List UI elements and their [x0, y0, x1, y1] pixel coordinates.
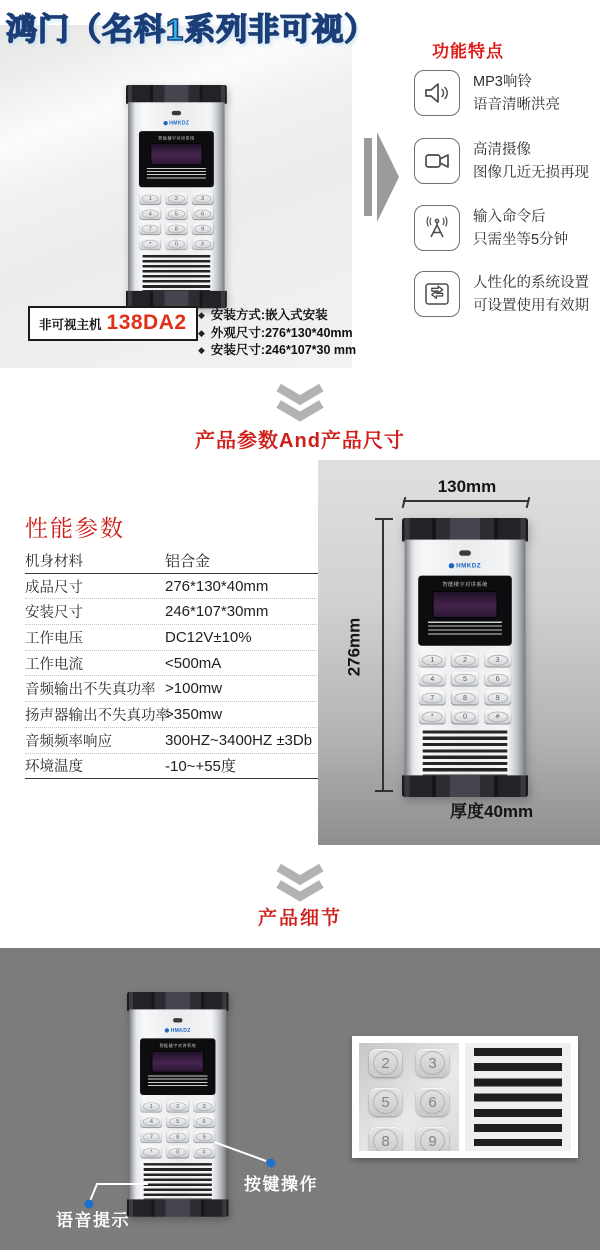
spec-row — [25, 728, 321, 754]
keypad-key-7: 7 — [141, 1131, 162, 1142]
feature-line1: MP3响铃 — [473, 74, 532, 90]
spec-value: 300HZ~3400HZ ±3Db — [165, 731, 313, 749]
spec-value: 铝合金 — [165, 552, 211, 570]
device-keypad — [140, 193, 213, 249]
spec-row — [25, 625, 321, 651]
keypad-key-0: 0 — [166, 238, 187, 249]
spec-row — [25, 548, 321, 574]
callout-dot-keypad — [267, 1159, 276, 1168]
device-screen-title: 智能楼宇对讲系统 — [442, 582, 488, 588]
keypad-key-8: 8 — [452, 691, 478, 705]
keypad-key-3: 3 — [484, 653, 510, 667]
hero-device-photo — [126, 85, 227, 308]
diamond-bullet-icon: ◆ — [198, 345, 205, 355]
diamond-bullet-icon: ◆ — [198, 327, 205, 338]
device-instruction-lines — [147, 168, 206, 180]
spec-label: 音频输出不失真功率 — [25, 682, 156, 699]
spec-value: 276*130*40mm — [165, 577, 269, 595]
feature-line1: 输入命令后 — [473, 209, 546, 225]
height-dimension-label: 276mm — [344, 617, 364, 677]
keypad-key-4: 4 — [140, 208, 161, 219]
spec-label: 扬声器输出不失真功率 — [25, 707, 170, 724]
feature-item-system — [414, 271, 589, 318]
closeup-key-6: 6 — [416, 1088, 449, 1116]
spec-value: 246*107*30mm — [165, 603, 269, 621]
keypad-key-#: # — [193, 1146, 214, 1157]
device-screen — [139, 131, 214, 187]
device-screen — [418, 576, 512, 646]
feature-item-command — [414, 205, 568, 252]
closeup-key-3: 3 — [416, 1049, 449, 1077]
depth-dimension-label: 厚度40mm — [450, 802, 534, 821]
specs-heading: 性能参数 — [25, 515, 125, 541]
spec-value: >350mw — [165, 705, 223, 723]
keypad-key-4: 4 — [141, 1116, 162, 1127]
keypad-key-5: 5 — [167, 1116, 188, 1127]
spec-value: DC12V±10% — [165, 628, 252, 646]
device-mic-dot — [459, 550, 471, 555]
device-instruction-lines — [428, 622, 502, 636]
keypad-key-1: 1 — [141, 1101, 162, 1112]
double-chevron-down-icon — [269, 384, 331, 424]
feature-line1: 人性化的系统设置 — [473, 275, 589, 291]
double-chevron-down-icon — [269, 864, 331, 904]
brand-logo-icon — [449, 563, 454, 568]
spec-label: 机身材料 — [25, 553, 83, 570]
video-camera-icon — [414, 138, 460, 184]
brand-logo — [128, 121, 224, 126]
feature-item-camera — [414, 138, 589, 185]
spec-row — [25, 754, 321, 780]
spec-row — [25, 599, 321, 625]
keypad-closeup-image — [359, 1043, 459, 1151]
keypad-key-#: # — [192, 238, 213, 249]
transfer-arrows-icon — [414, 271, 460, 317]
width-dimension-line — [403, 500, 529, 502]
keypad-key-5: 5 — [166, 208, 187, 219]
spec-label: 音频频率响应 — [25, 733, 112, 750]
install-spec-bullets — [198, 307, 356, 360]
device-body — [405, 540, 526, 778]
keypad-key-2: 2 — [167, 1101, 188, 1112]
brand-logo — [405, 563, 526, 569]
bullet-item: ◆ 安装尺寸:246*107*30 mm — [198, 343, 357, 357]
spec-row — [25, 651, 321, 677]
big-arrow-bar — [364, 138, 372, 216]
keypad-key-5: 5 — [452, 672, 478, 686]
spec-row — [25, 702, 321, 728]
keypad-key-*: * — [141, 1146, 162, 1157]
width-dimension-label: 130mm — [437, 477, 497, 496]
feature-line1: 高清摄像 — [473, 142, 531, 158]
device-screen-title: 智能楼宇对讲系统 — [158, 136, 195, 141]
keypad-key-7: 7 — [419, 691, 445, 705]
closeup-key-2: 2 — [369, 1049, 402, 1077]
spec-label: 工作电压 — [25, 630, 83, 647]
dimensions-device-photo — [402, 518, 528, 797]
device-lcd-display — [433, 591, 498, 618]
specs-table — [25, 548, 321, 779]
brand-text: HMKDZ — [170, 1028, 191, 1034]
device-speaker-grille — [423, 730, 508, 775]
keypad-key-*: * — [140, 238, 161, 249]
keypad-key-2: 2 — [452, 653, 478, 667]
device-mic-dot — [172, 111, 181, 115]
diamond-bullet-icon: ◆ — [198, 310, 205, 320]
keypad-key-#: # — [484, 710, 510, 724]
closeup-key-5: 5 — [369, 1088, 402, 1116]
height-dimension-line — [382, 518, 384, 792]
antenna-icon — [414, 205, 460, 251]
keypad-key-0: 0 — [167, 1146, 188, 1157]
section-heading-details: 产品细节 — [257, 908, 342, 929]
feature-line2: 可设置使用有效期 — [473, 298, 589, 314]
keypad-key-6: 6 — [193, 1116, 214, 1127]
spec-row — [25, 574, 321, 600]
keypad-key-0: 0 — [452, 710, 478, 724]
keypad-key-9: 9 — [193, 1131, 214, 1142]
big-arrow-icon — [377, 132, 399, 222]
keypad-key-4: 4 — [419, 672, 445, 686]
callout-speaker-label: 语音提示 — [56, 1211, 130, 1230]
keypad-key-6: 6 — [192, 208, 213, 219]
callout-keypad-label: 按键操作 — [244, 1175, 318, 1194]
features-heading: 功能特点 — [432, 42, 504, 61]
device-top-cap — [126, 85, 227, 104]
detail-zoom-card — [352, 1036, 578, 1158]
device-lcd-display — [150, 143, 202, 165]
keypad-key-9: 9 — [484, 691, 510, 705]
spec-label: 环境温度 — [25, 759, 83, 776]
device-body — [128, 102, 224, 292]
device-speaker-grille — [143, 255, 211, 291]
closeup-key-8: 8 — [369, 1127, 402, 1151]
model-number: 138DA2 — [106, 311, 187, 334]
keypad-key-3: 3 — [193, 1101, 214, 1112]
brand-logo-icon — [164, 121, 168, 125]
section-heading-params: 产品参数And产品尺寸 — [195, 430, 405, 452]
keypad-key-3: 3 — [192, 193, 213, 204]
device-keypad — [419, 653, 511, 723]
grille-closeup-image — [465, 1043, 571, 1151]
feature-line2: 语音清晰洪亮 — [473, 97, 560, 113]
closeup-key-9: 9 — [416, 1127, 449, 1151]
feature-line2: 只需坐等5分钟 — [473, 232, 569, 248]
page-title: 鸿门（名科1系列非可视） — [6, 12, 377, 47]
keypad-key-8: 8 — [167, 1131, 188, 1142]
intercom-device — [402, 518, 528, 797]
device-screen-title: 智能楼宇对讲系统 — [159, 1043, 197, 1049]
speaker-icon — [414, 70, 460, 116]
device-bottom-cap — [402, 775, 528, 797]
keypad-key-*: * — [419, 710, 445, 724]
spec-value: >100mw — [165, 680, 223, 698]
spec-label: 工作电流 — [25, 656, 83, 673]
keypad-key-1: 1 — [140, 193, 161, 204]
intercom-device — [126, 85, 227, 308]
bullet-item: ◆ 安装方式:嵌入式安装 — [198, 308, 328, 322]
spec-value: <500mA — [165, 654, 222, 672]
feature-item-mp3 — [414, 70, 560, 117]
brand-text: HMKDZ — [169, 121, 190, 127]
keypad-key-8: 8 — [166, 223, 187, 234]
brand-text: HMKDZ — [456, 563, 482, 570]
keypad-key-9: 9 — [192, 223, 213, 234]
spec-value: -10~+55度 — [165, 758, 236, 776]
spec-label: 安装尺寸 — [25, 605, 83, 622]
keypad-key-6: 6 — [484, 672, 510, 686]
detail-photo-panel — [0, 948, 600, 1250]
keypad-key-2: 2 — [166, 193, 187, 204]
feature-line2: 图像几近无损再现 — [473, 165, 589, 181]
model-label-prefix: 非可视主机 — [39, 318, 102, 332]
device-top-cap — [402, 518, 528, 541]
bullet-item: ◆ 外观尺寸:276*130*40mm — [198, 325, 353, 340]
spec-row — [25, 676, 321, 702]
keypad-key-1: 1 — [419, 653, 445, 667]
spec-label: 成品尺寸 — [25, 579, 83, 596]
keypad-key-7: 7 — [140, 223, 161, 234]
model-label — [28, 306, 198, 341]
